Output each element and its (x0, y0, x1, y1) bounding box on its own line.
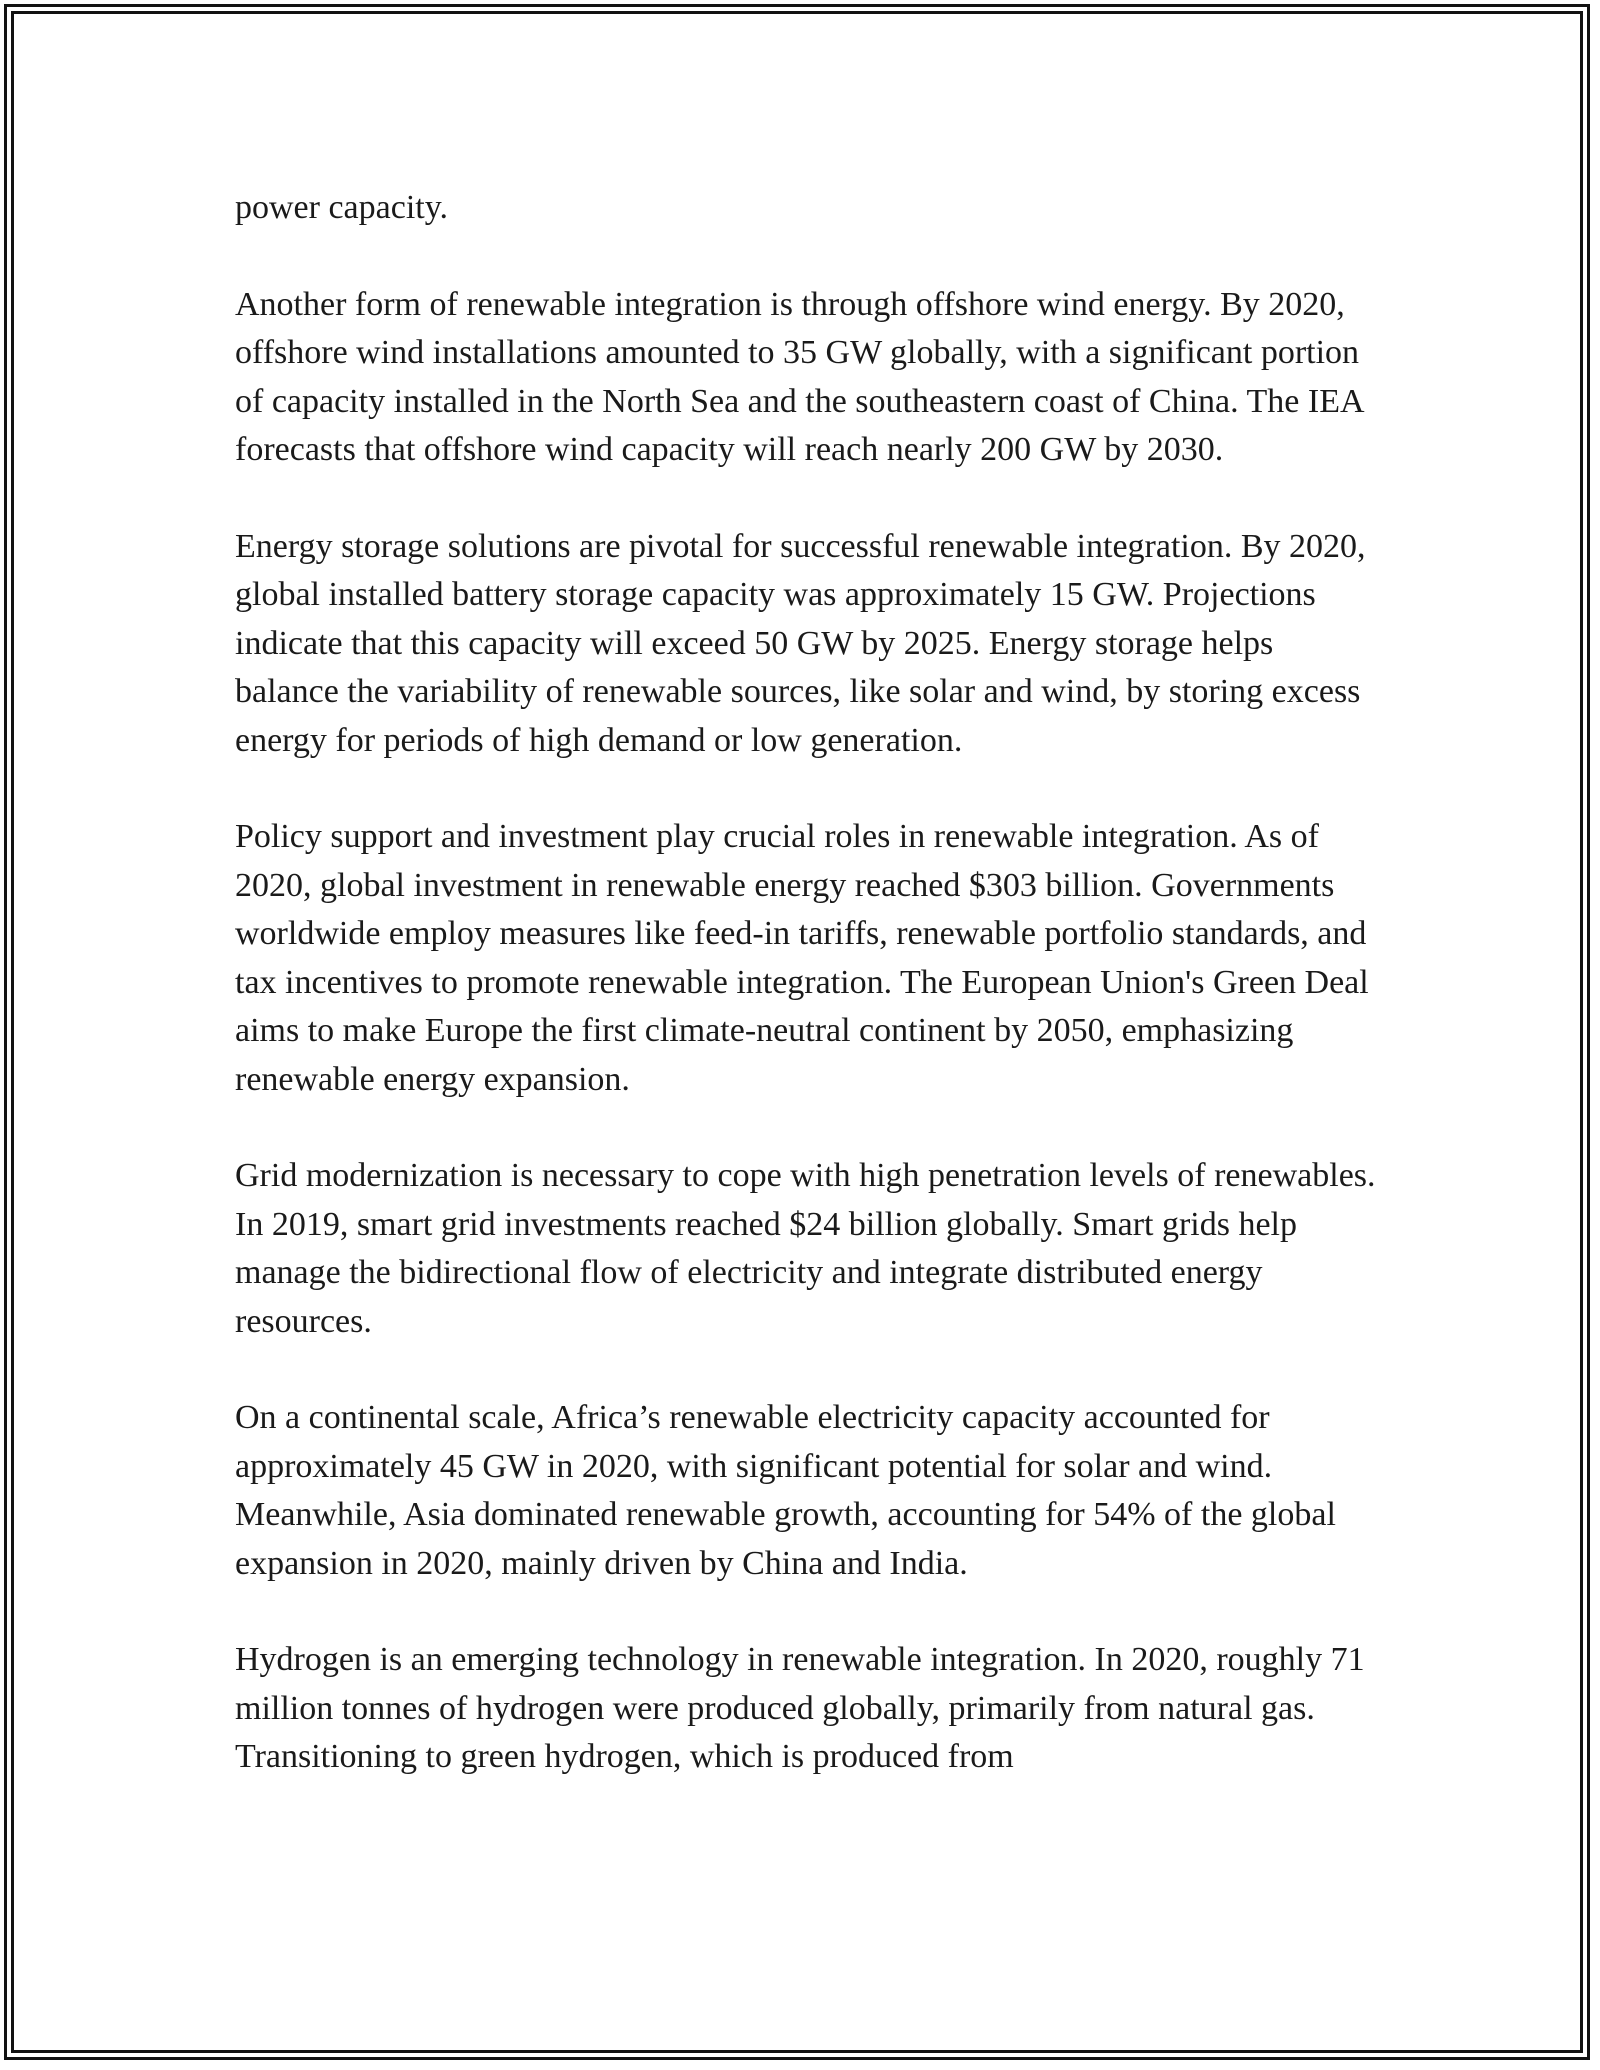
paragraph-continental-scale: On a continental scale, Africa’s renewable electricity capacity accounted for approximately 45 GW in 2020, with significant potential for solar and wind. Meanwhile, Asia dominated renewable growth, accounting for 54% of the global expansion in 2020, mainly driven by China and India. (235, 1399, 1336, 1582)
paragraph-policy-investment: Policy support and investment play crucial roles in renewable integration. As of 2020, global investment in renewable energy reached $303 billion. Governments worldwide employ measures like feed-in tariffs, renewable portfolio standards, and tax incentives to promote renewable integration. The European Union's Green Deal aims to make Europe the first climate-neutral continent by 2050, emphasizing renewable energy expansion. (235, 818, 1369, 1098)
document-body (235, 184, 1385, 1782)
paragraph-energy-storage: Energy storage solutions are pivotal for successful renewable integration. By 2020, global installed battery storage capacity was approximately 15 GW. Projections indicate that this capacity will exceed 50 GW by 2025. Energy storage helps balance the variability of renewable sources, like solar and wind, by storing excess energy for periods of high demand or low generation. (235, 527, 1366, 759)
paragraph-continuation: power capacity. (235, 189, 449, 226)
paragraph-hydrogen: Hydrogen is an emerging technology in renewable integration. In 2020, roughly 71 million tonnes of hydrogen were produced globally, primarily from natural gas. Transitioning to green hydrogen, which is produced from (235, 1641, 1365, 1775)
paragraph-grid-modernization: Grid modernization is necessary to cope with high penetration levels of renewables. In 2019, smart grid investments reached $24 billion globally. Smart grids help manage the bidirectional flow of electricity and integrate distributed energy resources. (235, 1157, 1376, 1340)
paragraph-offshore-wind: Another form of renewable integration is through offshore wind energy. By 2020, offshore wind installations amounted to 35 GW globally, with a significant portion of capacity installed in the North Sea and the southeastern coast of China. The IEA forecasts that offshore wind capacity will reach nearly 200 GW by 2030. (235, 285, 1363, 468)
